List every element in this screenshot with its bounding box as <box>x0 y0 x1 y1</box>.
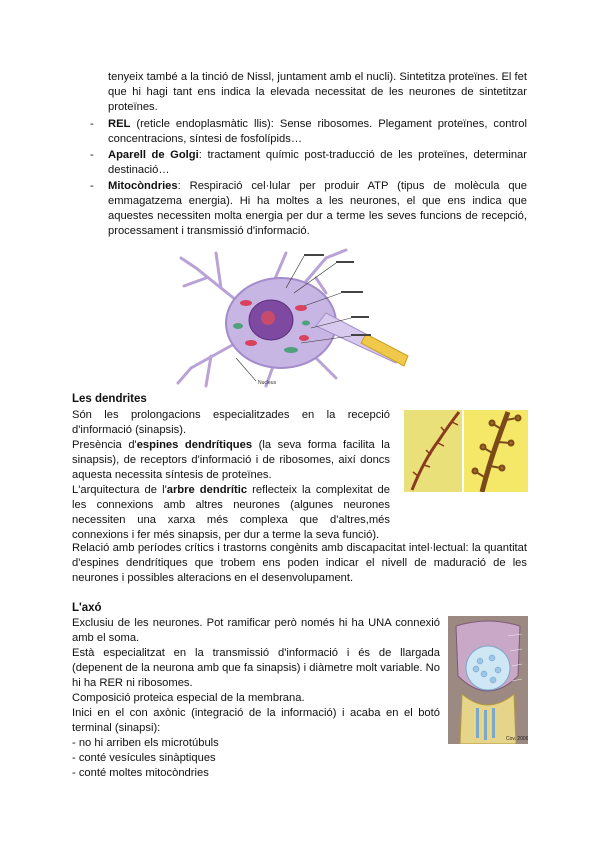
synapse-illustration <box>448 616 528 744</box>
dendrites-p2: Presència d'espines dendrítiques (la seva forma facilita la sinapsis), de receptors d'informació i de ribosomes, així doncs aquesta necessita síntesis de proteïnes. <box>72 439 391 481</box>
bullet-dash: - <box>90 180 94 192</box>
dendrites-p3a: L'arquitectura de l'arbre dendrític reflecteix la complexitat de les connexions amb altres neurones (algunes neurones necessiten una xarxa més complexa que d'altres,més connexions i fer més sinapsis, per dur a terme la seva funció). <box>72 484 390 541</box>
desc-rel: (reticle endoplasmàtic llis): Sense ribosomes. Plegament proteïnes, control concentracions, síntesi de fosfolípids… <box>108 118 527 145</box>
intro-paragraph: tenyeix també a la tinció de Nissl, juntament amb el nucli). Sintetitza proteïnes. El fet que hi hagi tant ens indica la elevada necessitat de les neurones de sintetitzar proteïnes. <box>108 71 527 113</box>
axon-p2: Està especialitzat en la transmissió d'informació i és de llargada (depenent de la neurona amb que fa sinapsis) i diàmetre molt variable. No hi ha RER ni ribosomes. <box>72 647 440 689</box>
axon-p1: Exclusiu de les neurones. Pot ramificar però només hi ha UNA connexió amb el soma. <box>72 617 440 644</box>
neuron-label: Nucleus <box>258 380 277 386</box>
term-mitochondria: Mitocòndries <box>108 180 178 192</box>
neuron-illustration <box>176 248 410 388</box>
axon-p3: Composició proteica especial de la membrana. <box>72 692 305 704</box>
term-golgi: Aparell de Golgi <box>108 149 199 161</box>
axon-p4: Inici en el con axònic (integració de la informació) i acaba en el botó terminal (sinapsi): <box>72 707 440 734</box>
bullet-dash: - <box>90 149 94 161</box>
term-dendritic-tree: arbre dendrític <box>166 484 248 496</box>
synapse-caption: Cov. 2006 <box>506 736 528 742</box>
dendrites-p4: Relació amb períodes crítics i trastorns congènits amb discapacitat intel·lectual: la quantitat d'espines dendrítiques que trobem ens poden indicar el nivell de maduració de les neurones i possibles alteracions en el desenvolupament. <box>72 542 527 584</box>
desc-mitochondria: : Respiració cel·lular per produir ATP (tipus de molècula que emmagatzema energia). Hi ha moltes a les neurones, el que ens indica que aquestes necessiten molta energia per dur a terme les seves funcions de recepció, processament i transmissió d'informació. <box>108 180 527 237</box>
term-dendritic-spines: espines dendrítiques <box>136 439 253 451</box>
desc-golgi: : tractament químic post-traducció de les proteïnes, determinar destinació… <box>108 149 527 176</box>
section-title-axon: L'axó <box>72 602 102 614</box>
dendrite-spines-photos <box>404 410 528 492</box>
term-rel: REL <box>108 118 131 130</box>
list-item: - no hi arriben els microtúbuls <box>72 737 219 749</box>
dendrites-p1: Són les prolongacions especialitzades en la recepció d'informació (sinapsis). <box>72 409 390 436</box>
bullet-dash: - <box>90 118 94 130</box>
list-item: - conté moltes mitocòndries <box>72 767 209 779</box>
section-title-dendrites: Les dendrites <box>72 393 147 405</box>
list-item: - conté vesícules sinàptiques <box>72 752 216 764</box>
